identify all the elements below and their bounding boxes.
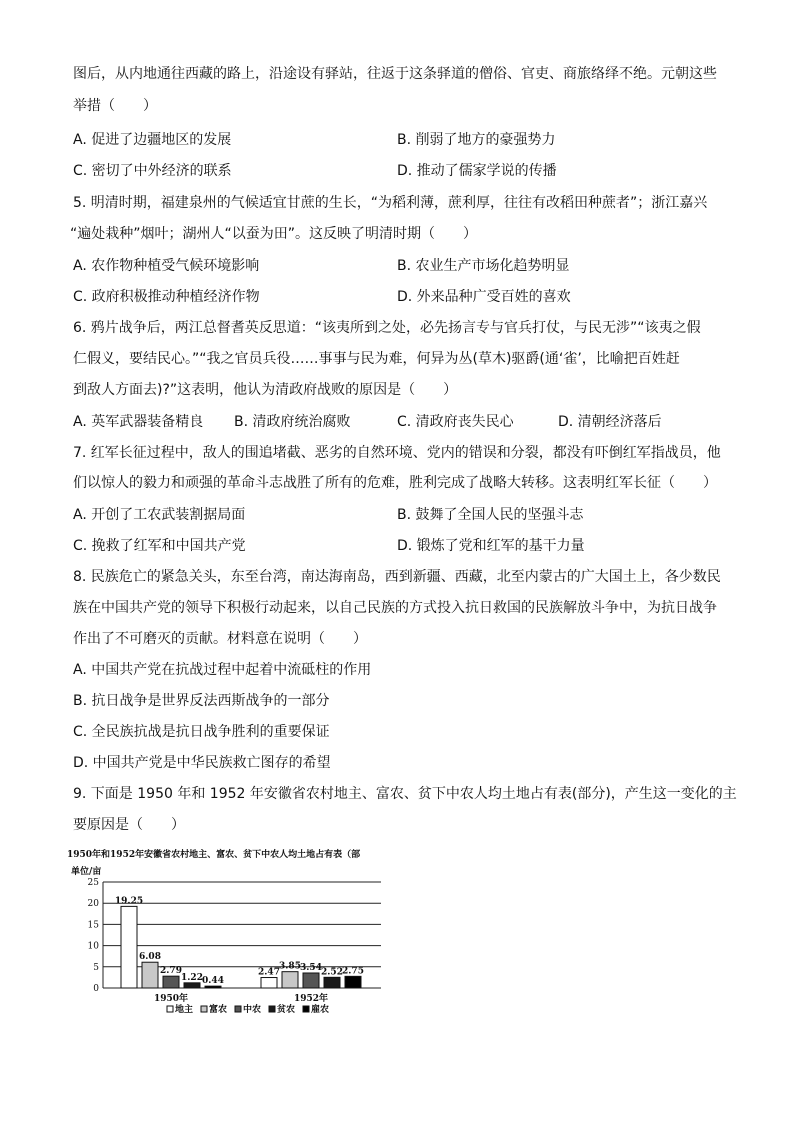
bar-贫农 (324, 977, 340, 988)
question-6-stem-line-3: 到敌人方面去)?”这表明，他认为清政府战败的原因是（ ） (73, 382, 458, 398)
chart-y-unit-label: 单位/亩 (71, 867, 102, 877)
q5-option-b[interactable]: B. 农业生产市场化趋势明显 (397, 258, 570, 274)
question-5-stem-line-2: “遍处栽种”烟叶；湖州人“以蚕为田”。这反映了明清时期（ ） (70, 226, 478, 242)
question-9-stem-line-1: 9. 下面是 1950 年和 1952 年安徽省农村地主、富农、贫下中农人均土地占有表(部分)，产生这一变化的主 (73, 786, 737, 802)
y-tick-label: 25 (87, 878, 99, 888)
bar-data-label: 1.22 (181, 972, 203, 983)
q4-option-b[interactable]: B. 削弱了地方的豪强势力 (397, 132, 556, 148)
question-7-stem-line-2: 们以惊人的毅力和顽强的革命斗志战胜了所有的危难，胜利完成了战略大转移。这表明红军长征（ ） (73, 475, 717, 491)
bar-data-label: 2.75 (342, 966, 364, 977)
bar-data-label: 3.54 (300, 962, 322, 973)
bar-地主 (121, 906, 137, 988)
bar-雇农 (205, 986, 221, 988)
bar-data-label: 3.85 (279, 961, 301, 972)
q4-option-d[interactable]: D. 推动了儒家学说的传播 (397, 163, 557, 179)
question-4-stem-line-1: 图后，从内地通往西藏的路上，沿途设有驿站，往返于这条驿道的僧俗、官吏、商旅络绎不绝。元朝这些 (73, 66, 717, 82)
bar-贫农 (184, 983, 200, 988)
bar-富农 (142, 962, 158, 988)
question-5-stem-line-1: 5. 明清时期，福建泉州的气候适宜甘蔗的生长，“为稻利薄，蔗利厚，往往有改稻田种蔗者”；浙江嘉兴 (73, 195, 708, 211)
q8-option-c[interactable]: C. 全民族抗战是抗日战争胜利的重要保证 (73, 724, 330, 740)
q6-option-c[interactable]: C. 清政府丧失民心 (397, 414, 514, 430)
y-tick-label: 0 (93, 984, 99, 994)
q6-option-a[interactable]: A. 英军武器装备精良 (73, 414, 204, 430)
q5-option-d[interactable]: D. 外来品种广受百姓的喜欢 (397, 289, 571, 305)
q7-option-b[interactable]: B. 鼓舞了全国人民的坚强斗志 (397, 507, 584, 523)
q8-option-a[interactable]: A. 中国共产党在抗战过程中起着中流砥柱的作用 (73, 662, 372, 678)
legend-label: 富农 (209, 1005, 228, 1015)
q8-option-b[interactable]: B. 抗日战争是世界反法西斯战争的一部分 (73, 693, 330, 709)
legend-swatch-富农 (201, 1006, 207, 1012)
q6-option-b[interactable]: B. 清政府统治腐败 (234, 414, 351, 430)
question-6-stem-line-1: 6. 鸦片战争后，两江总督耆英反思道：“该夷所到之处，必先扬言专与官兵打仗，与民无涉”“该夷之假 (73, 320, 701, 336)
question-6-stem-line-2: 仁假义，要结民心。”“我之官员兵役……事事与民为难，何异为丛(草木)驱爵(通‘雀’，比喻把百姓赶 (73, 351, 680, 367)
question-9-stem-line-2: 要原因是（ ） (73, 817, 185, 833)
bar-data-label: 19.25 (114, 896, 144, 907)
bar-中农 (163, 976, 179, 988)
bar-地主 (261, 978, 277, 988)
question-8-stem-line-2: 族在中国共产党的领导下积极行动起来，以自己民族的方式投入抗日救国的民族解放斗争中，为抗日战争 (73, 600, 717, 616)
y-tick-label: 10 (87, 941, 99, 952)
bar-data-label: 2.47 (258, 967, 280, 978)
x-category-label: 1950年 (153, 994, 189, 1004)
q6-option-d[interactable]: D. 清朝经济落后 (558, 414, 662, 430)
question-8-stem-line-1: 8. 民族危亡的紧急关头，东至台湾，南达海南岛，西到新疆、西藏，北至内蒙古的广大国土上，各少数民 (73, 569, 721, 585)
y-tick-label: 5 (93, 962, 99, 973)
bar-data-label: 2.79 (160, 966, 182, 977)
legend-label: 中农 (243, 1005, 262, 1015)
question-4-stem-line-2: 举措（ ） (73, 98, 157, 114)
legend-swatch-雇农 (303, 1006, 309, 1012)
bar-富农 (282, 972, 298, 988)
legend-label: 雇农 (311, 1005, 330, 1015)
bar-data-label: 0.44 (202, 976, 224, 987)
q7-option-a[interactable]: A. 开创了工农武装割据局面 (73, 507, 246, 523)
question-7-stem-line-1: 7. 红军长征过程中，敌人的围追堵截、恶劣的自然环境、党内的错误和分裂，都没有吓倒红军指战员，他 (73, 445, 721, 461)
legend-swatch-中农 (235, 1006, 241, 1012)
bar-中农 (303, 973, 319, 988)
legend-swatch-地主 (167, 1006, 173, 1012)
bar-雇农 (345, 976, 361, 988)
y-tick-label: 20 (87, 899, 99, 910)
q5-option-c[interactable]: C. 政府积极推动种植经济作物 (73, 289, 260, 305)
q4-option-c[interactable]: C. 密切了中外经济的联系 (73, 163, 232, 179)
land-ownership-bar-chart (63, 844, 403, 1049)
question-8-stem-line-3: 作出了不可磨灭的贡献。材料意在说明（ ） (73, 631, 367, 647)
x-category-label: 1952年 (293, 994, 329, 1004)
q7-option-d[interactable]: D. 锻炼了党和红军的基干力量 (397, 538, 585, 554)
q5-option-a[interactable]: A. 农作物种植受气候环境影响 (73, 258, 260, 274)
chart-title: 1950年和1952年安徽省农村地主、富农、贫下中农人均土地占有表（部 (67, 850, 361, 860)
q8-option-d[interactable]: D. 中国共产党是中华民族救亡图存的希望 (73, 755, 331, 771)
q7-option-c[interactable]: C. 挽救了红军和中国共产党 (73, 538, 246, 554)
bar-data-label: 2.52 (321, 967, 343, 978)
legend-label: 地主 (175, 1005, 194, 1015)
legend-label: 贫农 (277, 1005, 296, 1015)
q4-option-a[interactable]: A. 促进了边疆地区的发展 (73, 132, 232, 148)
y-tick-label: 15 (87, 920, 99, 931)
legend-swatch-贫农 (269, 1006, 275, 1012)
bar-data-label: 6.08 (139, 952, 161, 963)
